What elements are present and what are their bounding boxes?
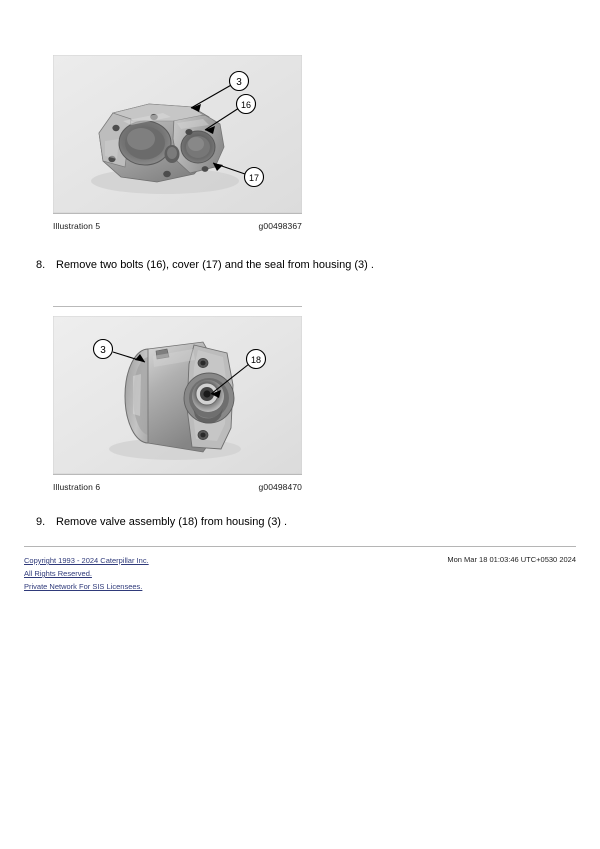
svg-text:17: 17 xyxy=(248,173,260,183)
figure-top-rule xyxy=(53,306,302,307)
illustration-6-photo xyxy=(53,316,302,474)
illustration-5-photo xyxy=(53,55,302,213)
figure-illustration-6 xyxy=(53,306,302,492)
svg-text:18: 18 xyxy=(250,355,262,365)
step-9-text: Remove valve assembly (18) from housing (3) . xyxy=(56,516,288,528)
figure-illustration-5 xyxy=(53,55,302,231)
rights-reserved-link[interactable]: All Rights Reserved. xyxy=(24,569,92,578)
step-9 xyxy=(36,515,556,530)
illustration-5-caption xyxy=(53,214,302,231)
svg-text:3: 3 xyxy=(100,345,106,356)
illustration-5-image-id: g00498367 xyxy=(258,221,302,231)
page-footer xyxy=(24,554,576,593)
step-8-number: 8. xyxy=(36,259,46,271)
footer-links xyxy=(24,554,149,593)
illustration-6-label: Illustration 6 xyxy=(53,482,101,492)
step-9-number: 9. xyxy=(36,516,46,528)
footer-timestamp: Mon Mar 18 01:03:46 UTC+0530 2024 xyxy=(447,555,576,564)
svg-text:3: 3 xyxy=(236,77,242,88)
step-8 xyxy=(36,258,556,273)
svg-text:16: 16 xyxy=(240,100,252,110)
footer-divider xyxy=(24,546,576,547)
housing-photo-2 xyxy=(53,316,302,474)
copyright-link[interactable]: Copyright 1993 - 2024 Caterpillar Inc. xyxy=(24,556,149,565)
housing-photo-1 xyxy=(53,55,302,213)
illustration-6-caption xyxy=(53,475,302,492)
illustration-6-image-id: g00498470 xyxy=(258,482,302,492)
illustration-5-label: Illustration 5 xyxy=(53,221,101,231)
private-network-link[interactable]: Private Network For SIS Licensees. xyxy=(24,582,143,591)
step-8-text: Remove two bolts (16), cover (17) and the seal from housing (3) . xyxy=(56,259,374,271)
